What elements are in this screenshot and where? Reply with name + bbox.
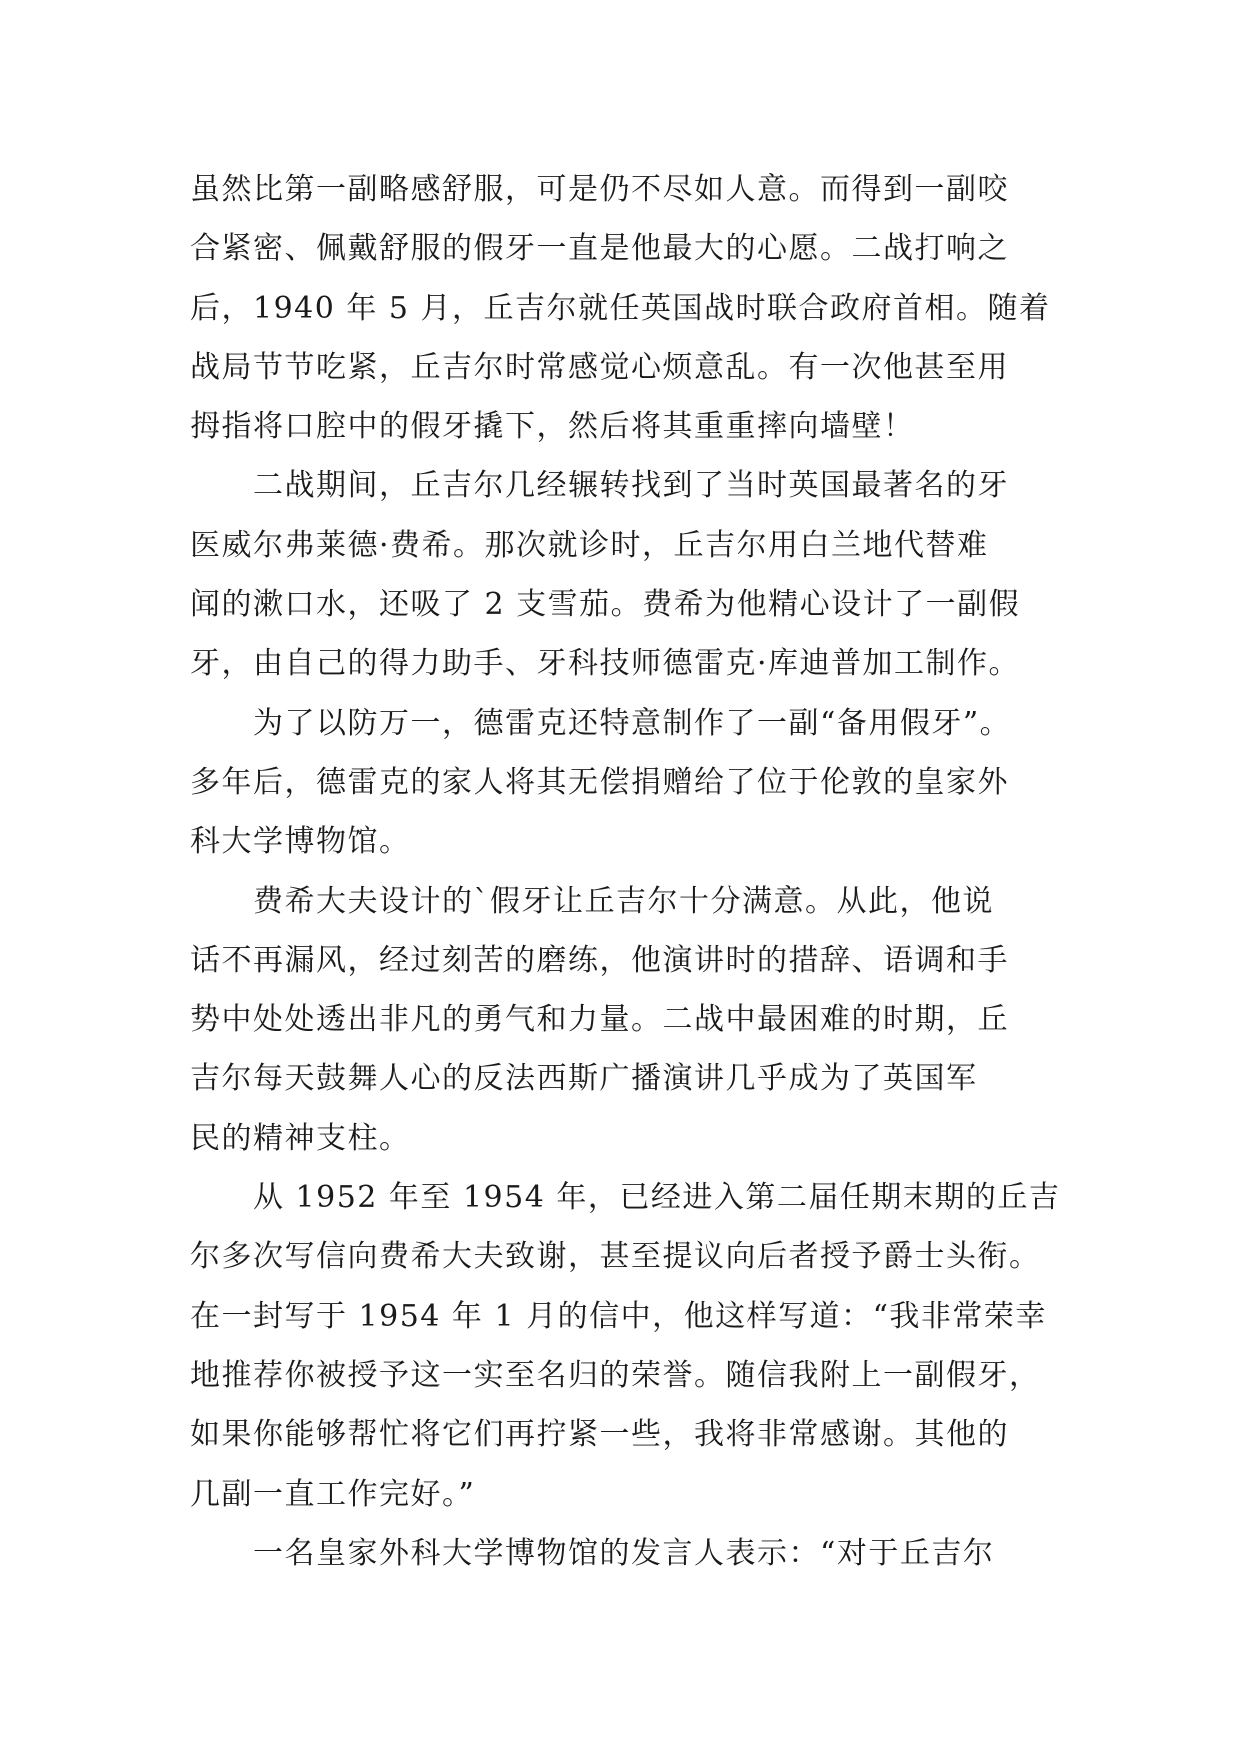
- text-line: 多年后，德雷克的家人将其无偿捐赠给了位于伦敦的皇家外: [190, 764, 1009, 800]
- text-line: 牙，由自己的得力助手、牙科技师德雷克·库迪普加工制作。: [190, 646, 1021, 682]
- text-line: 如果你能够帮忙将它们再拧紧一些，我将非常感谢。其他的: [190, 1417, 1009, 1453]
- text-line: 几副一直工作完好。”: [190, 1476, 476, 1512]
- text-line: 后，1940 年 5 月，丘吉尔就任英国战时联合政府首相。随着: [190, 290, 1051, 326]
- text-line: 吉尔每天鼓舞人心的反法西斯广播演讲几乎成为了英国军: [190, 1061, 978, 1097]
- text-line: 合紧密、佩戴舒服的假牙一直是他最大的心愿。二战打响之: [190, 231, 1009, 267]
- text-line: 民的精神支柱。: [190, 1120, 411, 1156]
- text-line: 一名皇家外科大学博物馆的发言人表示：“对于丘吉尔: [190, 1535, 995, 1571]
- text-line: 战局节节吃紧，丘吉尔时常感觉心烦意乱。有一次他甚至用: [190, 349, 1009, 385]
- text-line: 二战期间，丘吉尔几经辗转找到了当时英国最著名的牙: [190, 468, 1009, 504]
- text-line: 尔多次写信向费希大夫致谢，甚至提议向后者授予爵士头衔。: [190, 1239, 1041, 1275]
- text-line: 医威尔弗莱德·费希。那次就诊时，丘吉尔用白兰地代替难: [190, 527, 989, 563]
- body-text: [190, 160, 1061, 1583]
- text-line: 拇指将口腔中的假牙撬下，然后将其重重摔向墙壁！: [190, 409, 915, 445]
- text-line: 费希大夫设计的`假牙让丘吉尔十分满意。从此，他说: [190, 883, 994, 919]
- text-line: 话不再漏风，经过刻苦的磨练，他演讲时的措辞、语调和手: [190, 942, 1009, 978]
- text-line: 虽然比第一副略感舒服，可是仍不尽如人意。而得到一副咬: [190, 172, 1009, 207]
- text-line: 势中处处透出非凡的勇气和力量。二战中最困难的时期，丘: [190, 1002, 1009, 1038]
- text-line: 为了以防万一，德雷克还特意制作了一副“备用假牙”。: [190, 705, 1012, 741]
- text-line: 闻的漱口水，还吸了 2 支雪茄。费希为他精心设计了一副假: [190, 587, 1021, 623]
- text-line: 从 1952 年至 1954 年，已经进入第二届任期末期的丘吉: [190, 1180, 1061, 1216]
- text-line: 科大学博物馆。: [190, 824, 411, 860]
- text-line: 地推荐你被授予这一实至名归的荣誉。随信我附上一副假牙，: [190, 1357, 1041, 1393]
- text-line: 在一封写于 1954 年 1 月的信中，他这样写道：“我非常荣幸: [190, 1298, 1047, 1334]
